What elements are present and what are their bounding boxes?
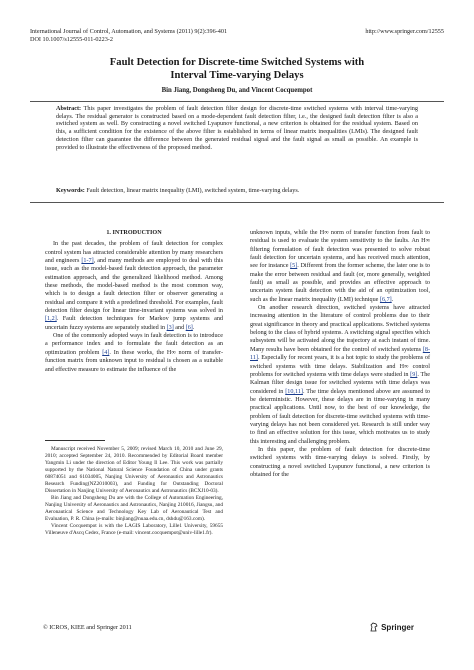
citation-link[interactable]: [1-7] bbox=[81, 258, 94, 265]
authors: Bin Jiang, Dongsheng Du, and Vincent Cocquempot bbox=[161, 87, 313, 94]
keywords bbox=[56, 187, 418, 195]
abstract-text: This paper investigates the problem of fault detection filter design for discrete-time switched systems with interval time-varying delays. The residual generator is constructed based on a mode-dependent fault detection filter, i.e., the designed fault detection filter is also a switched system as well. By constructing a novel switched Lyapunov functional, a new criterion is obtained for the residual system. Based on this, a sufficient condition for the existence of the above filter is established in terms of linear matrix inequalities (LMIs). The designed fault detection filter can guarantee the difference between the generated residual signal and the fault signal as small as possible. An example is provided to illustrate the effectiveness of the proposed method. bbox=[56, 105, 418, 151]
footnote-affiliation-1: Bin Jiang and Dongsheng Du are with the College of Automation Engineering, Nanjing University of Aeronautics and Astronautics, Nanjing 210016, Jiangsu, and Aeronautical Science and Technology Key Lab of Aeronautical Test and Evaluation, P. R. China (e-mails: binjiang@nuaa.edu.cn, dshdu@163.com). bbox=[45, 495, 223, 522]
footnote-rule bbox=[45, 440, 105, 441]
intro-paragraph-5: In this paper, the problem of fault detection for discrete-time switched systems with time-varying delays is solved. Firstly, by constructing a novel switched Lyapunov functional, a new criterion is obtained for the bbox=[250, 446, 430, 478]
text-span: . The time delays mentioned above are assumed to be deterministic. However, these delays are in time-varying in many practical applications. Until now, to the best of our knowledge, the problem of fault detection for discrete-time switched systems with time-varying delays has not been considered yet. Research is still under way to find an effective solution for this issue, which motivates us to study this interesting and challenging problem. bbox=[250, 388, 430, 445]
journal-url[interactable]: http://www.springer.com/12555 bbox=[365, 28, 444, 35]
citation-link[interactable]: [6,7] bbox=[379, 296, 392, 303]
publisher-logo bbox=[369, 622, 414, 632]
citation-link[interactable]: [9] bbox=[410, 371, 418, 378]
text-span: . Especially for recent years, it is a hot topic to study the problems of switched systems with time delays. Stabilization and H∞ control problems for switched systems with time delays were studied in bbox=[250, 355, 430, 378]
publisher-name: Springer bbox=[381, 622, 414, 632]
intro-paragraph-3 bbox=[250, 229, 430, 304]
text-span: . The Kalman filter design issue for switched systems with time delays was considered in bbox=[250, 371, 430, 395]
footnote-manuscript: Manuscript received November 5, 2009; revised March 10, 2010 and June 29, 2010; accepted September 24, 2010. Recommended by Editorial Board member Yangmin Li under the direction of Editor Young Il Lee. This work was partially supported by the National Natural Science Foundation of China under grants 60874051 and 61034005, Nanjing University of Aeronautics and Astronautics Research Funding(NZ2010003), and Funding for Outstanding Doctoral Dissertation in Nanjing University of Aeronautics and Astronautics (BCXJ10-03). bbox=[45, 446, 223, 494]
abstract-top-rule bbox=[30, 101, 444, 102]
citation-link[interactable]: [6] bbox=[185, 324, 193, 331]
citation-link[interactable]: [10,11] bbox=[285, 388, 303, 395]
text-span: and bbox=[173, 324, 186, 331]
citation-link[interactable]: [1,2] bbox=[45, 316, 57, 323]
copyright: © ICROS, KIEE and Springer 2011 bbox=[43, 624, 132, 631]
citation-link[interactable]: [3] bbox=[166, 324, 174, 331]
title-line-2: Interval Time-varying Delays bbox=[170, 70, 304, 81]
text-span: . Fault detection techniques for Markov jump systems and uncertain fuzzy systems are separately studied in bbox=[45, 316, 223, 331]
intro-paragraph-4 bbox=[250, 304, 430, 446]
text-span: , and many methods are employed to deal with this issue, such as the model-based fault detection approach, the parameter estimation approach, and the generalized likelihood method. Among these methods, the model-based method is the most common way, which is to design a fault detection filter or observer generating a residual and compare it with a predefined threshold. For examples, fault detection filter design for linear time-invariant systems was solved in bbox=[45, 258, 223, 315]
footnote-affiliation-2: Vincent Cocquempot is with the LAGIS Laboratory, Lille1 University, 59655 Villeneuve d'Ascq Cedex, France (e-mail: vincent.cocquempot@univ-lille1.fr). bbox=[45, 523, 223, 536]
doi-line: DOI 10.1007/s12555-011-0223-2 bbox=[30, 36, 113, 43]
citation-link[interactable]: [4] bbox=[102, 349, 110, 356]
text-span: . Different from the former scheme, the later one is to make the error between residual and fault (or, more generally, weighted fault) as small as possible, and provides an effective approach to uncertain system fault detection with the aid of an optimization tool, such as the linear matrix inequality (LMI) technique bbox=[250, 263, 430, 303]
springer-horse-icon bbox=[369, 622, 379, 632]
right-column bbox=[250, 229, 430, 479]
citation-link[interactable]: [5] bbox=[290, 263, 298, 270]
text-span: One of the commonly adopted ways in fault detection is to introduce a performance index and to formulate the fault detection as an optimization problem bbox=[45, 333, 223, 356]
text-span: . bbox=[391, 296, 394, 303]
abstract-label: Abstract: bbox=[56, 105, 82, 112]
keywords-text: Fault detection, linear matrix inequality (LMI), switched system, time-varying delays. bbox=[86, 187, 300, 194]
keywords-label: Keywords: bbox=[56, 187, 85, 194]
footnotes bbox=[45, 446, 223, 537]
section-title: 1. INTRODUCTION bbox=[106, 230, 162, 236]
text-span: On another research direction, switched systems have attracted increasing attention in the literature of control problems due to their great significance in theory and practical applications. Switched systems belong to the class of hybrid systems. A switching signal specifies which subsystem will be activated along the trajectory at each instant of time. Many results have been obtained for the control of switched systems bbox=[250, 305, 430, 353]
keywords-bottom-rule bbox=[30, 202, 444, 203]
paper-title bbox=[30, 56, 444, 82]
citation-link[interactable]: [8-11] bbox=[250, 346, 430, 362]
text-span: . bbox=[192, 324, 195, 331]
intro-paragraph-1 bbox=[45, 240, 223, 332]
abstract bbox=[56, 105, 418, 151]
text-span: unknown inputs, while the H∞ norm of transfer function from fault to residual is used to evaluate the system sensitivity to the faults. An H∞ filtering formulation of fault detection was presented to solve robust fault detection for uncertain systems, and has received much attention, see for instance bbox=[250, 230, 430, 270]
intro-paragraph-2 bbox=[45, 332, 223, 374]
journal-line: International Journal of Control, Automation, and Systems (2011) 9(2):396-401 bbox=[30, 28, 228, 35]
text-span: In the past decades, the problem of fault detection for complex control system has attracted considerable attention by many researchers and engineers bbox=[45, 241, 223, 265]
title-line-1: Fault Detection for Discrete-time Switched Systems with bbox=[109, 57, 365, 68]
left-column bbox=[45, 229, 223, 374]
text-span: . In these works, the H∞ norm of transfer-function matrix from unknown input to residual is chosen as a suitable and effective measure to estimate the influence of the bbox=[45, 349, 223, 373]
